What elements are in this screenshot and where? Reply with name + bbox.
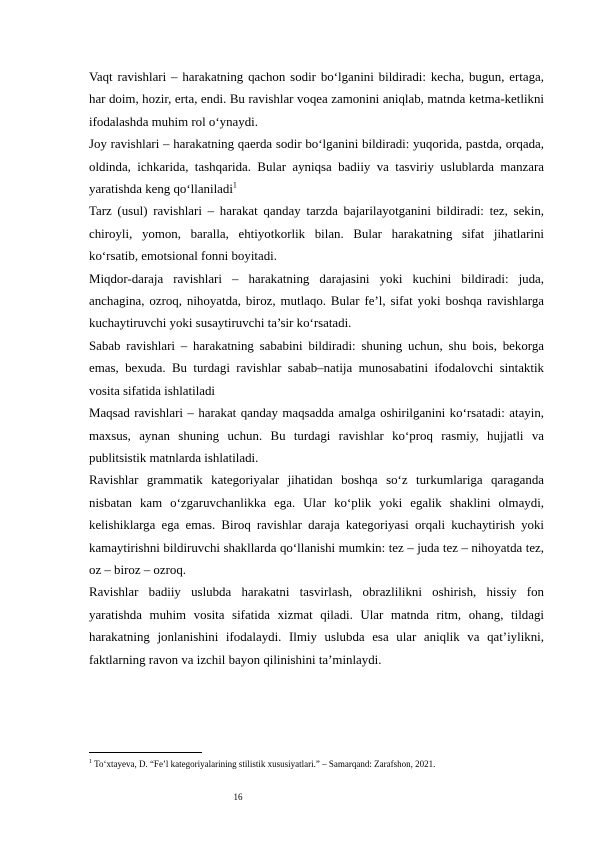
paragraph-sabab-ravishlari: Sabab ravishlari – harakatning sababini bildiradi: shuning uchun, shu bois, bekorga emas, bexuda. Bu turdagi ravishlar sabab–natija munosabatini ifodalovchi sintaktik vosita sifatida ishlatiladi bbox=[89, 338, 544, 398]
paragraph-vaqt-ravishlari: Vaqt ravishlari – harakatning qachon sodir bo‘lganini bildiradi: kecha, bugun, ertaga, har doim, hozir, erta, endi. Bu ravishlar voqea zamonini aniqlab, matnda ketma-ketlikni ifodalashda muhim rol o‘ynaydi. bbox=[89, 70, 544, 129]
footnote bbox=[89, 756, 559, 770]
paragraph-badiiy-uslub: Ravishlar badiiy uslubda harakatni tasvirlash, obrazlilikni oshirish, hissiy fon yaratishda muhim vosita sifatida xizmat qiladi. Ular matnda ritm, ohang, tildagi harakatning jonlanishini ifodalaydi. Ilmiy uslubda esa ular aniqlik va qat’iylikni, faktlarning ravon va izchil bayon qilinishini ta’minlaydi. bbox=[89, 585, 544, 667]
paragraph-grammatik-kategoriyalar: Ravishlar grammatik kategoriyalar jihatidan boshqa so‘z turkumlariga qaraganda nisbatan kam o‘zgaruvchanlikka ega. Ular ko‘plik yoki egalik shaklini olmaydi, kelishiklarga ega emas. Biroq ravishlar daraja kategoriyasi orqali kuchaytirish yoki kamaytirishni bildiruvchi shakllarda qo‘llanishi mumkin: tez – juda tez – nihoyatda tez, oz – biroz – ozroq. bbox=[89, 473, 544, 577]
body-text bbox=[89, 66, 544, 671]
page-number: 16 bbox=[233, 792, 243, 802]
footnote-mark: 1 bbox=[89, 759, 92, 765]
footnote-reference[interactable]: 1 bbox=[232, 180, 237, 190]
footnote-text: To‘xtayeva, D. “Fe’l kategoriyalarining stilistik xususiyatlari.” – Samarqand: Zarafshon, 2021. bbox=[92, 759, 436, 769]
footnote-separator bbox=[89, 752, 202, 753]
paragraph-tarz-ravishlari: Tarz (usul) ravishlari – harakat qanday tarzda bajarilayotganini bildiradi: tez, sekin, chiroyli, yomon, baralla, ehtiyotkorlik bilan. Bular harakatning sifat jihatlarini ko‘rsatib, emotsional fonni boyitadi. bbox=[89, 204, 544, 264]
paragraph-maqsad-ravishlari: Maqsad ravishlari – harakat qanday maqsadda amalga oshirilganini ko‘rsatadi: atayin, maxsus, aynan shuning uchun. Bu turdagi ravishlar ko‘proq rasmiy, hujjatli va publitsistik matnlarda ishlatiladi. bbox=[89, 406, 544, 465]
paragraph-miqdor-daraja-ravishlari: Miqdor-daraja ravishlari – harakatning darajasini yoki kuchini bildiradi: juda, anchagina, ozroq, nihoyatda, biroz, mutlaqo. Bular fe’l, sifat yoki boshqa ravishlarga kuchaytiruvchi yoki susaytiruvchi ta’sir ko‘rsatadi. bbox=[89, 271, 544, 331]
paragraph-joy-ravishlari: Joy ravishlari – harakatning qaerda sodir bo‘lganini bildiradi: yuqorida, pastda, orqada, oldinda, ichkarida, tashqarida. Bular ayniqsa badiiy va tasviriy uslublarda manzara yaratishda keng qo‘llaniladi$^1$ bbox=[89, 137, 544, 197]
